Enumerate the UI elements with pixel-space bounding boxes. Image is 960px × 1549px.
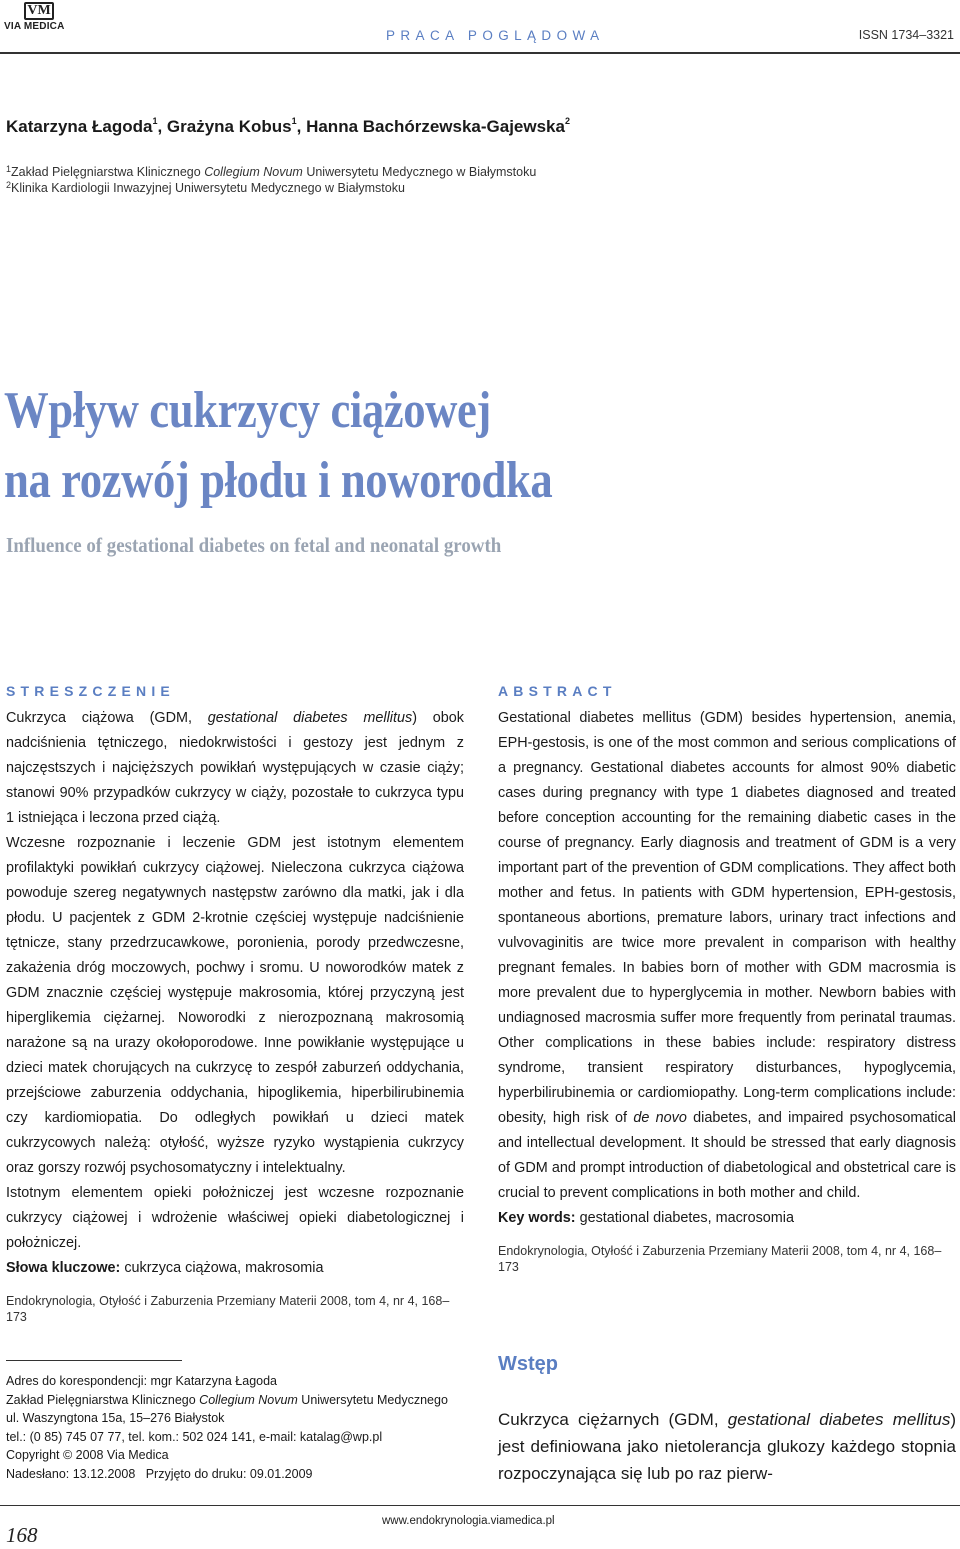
english-title: Influence of gestational diabetes on fetal and neonatal growth bbox=[6, 533, 502, 557]
author-name: Grażyna Kobus bbox=[166, 117, 292, 136]
correspondence-line: Adres do korespondencji: mgr Katarzyna Łagoda bbox=[6, 1374, 277, 1388]
title-line-2: na rozwój płodu i noworodka bbox=[4, 452, 553, 509]
intro-paragraph: Cukrzyca ciężarnych (GDM, gestational diabetes mellitus) jest definiowana jako nietolerancja glukozy każdego stopnia rozpoczynająca się lub po raz pierw- bbox=[498, 1410, 956, 1483]
author-list bbox=[6, 117, 570, 137]
issn: ISSN 1734–3321 bbox=[858, 28, 954, 42]
affiliation-text: Klinika Kardiologii Inwazyjnej Uniwersytetu Medycznego w Białymstoku bbox=[11, 181, 405, 195]
correspondence-contact: tel.: (0 85) 745 07 77, tel. kom.: 502 024 141, e-mail: katalag@wp.pl bbox=[6, 1429, 383, 1444]
vm-logo-icon: VM bbox=[24, 2, 54, 20]
author-name: Hanna Bachórzewska-Gajewska bbox=[306, 117, 565, 136]
affiliation-text: Zakład Pielęgniarstwa Klinicznego bbox=[11, 165, 205, 179]
correspondence-block bbox=[6, 1372, 448, 1483]
intro-heading: Wstęp bbox=[498, 1353, 558, 1375]
streszczenie-heading: STRESZCZENIE bbox=[6, 683, 175, 699]
page-number: 168 bbox=[6, 1523, 38, 1547]
copyright: Copyright © 2008 Via Medica bbox=[6, 1448, 169, 1462]
publisher-logo bbox=[4, 2, 72, 36]
affiliation-mark: 2 bbox=[6, 180, 12, 190]
author-name: Katarzyna Łagoda bbox=[6, 117, 153, 136]
author-separator: , bbox=[157, 117, 167, 136]
author-affiliation-mark: 1 bbox=[152, 116, 158, 126]
header-divider bbox=[0, 52, 960, 54]
abstract-paragraph: Gestational diabetes mellitus (GDM) besides hypertension, anemia, EPH-gestosis, is one of the most common and serious complications of a pregnancy. Gestational diabetes accounts for almost 90% diabetic cases during pregnancy with type 1 diabetes diagnosed and treated before conception accounting for the remaining diabetic cases in the course of pregnancy. Early diagnosis and treatment of GDM is a very important part of the prevention of GDM complications. They affect both mother and fetus. In patients with GDM hypertension, EPH-gestosis, spontaneous abortions, premature labors, urinary tract infections and vulvovaginitis are twice more prevalent in comparison with healthy pregnant females. In babies born of mother with GDM macrosmia is more prevalent due to hyperglycemia in mother. Newborn babies with undiagnosed macrosmia suffer more frequently from perinatal traumas. Other complications in these babies include: respiratory distress syndrome, transient respiratory disturbances, hypoglycemia, hyperbilirubinemia or cardiomiopathy. Long-term complications include: obesity, high risk of de novo diabetes, and impaired psychosomatical and intellectual development. It should be stressed that early diagnosis of GDM and prompt introduction of diabetological and obstetrical care is crucial to prevent complications in both mother and child. bbox=[498, 710, 956, 1201]
affiliation-1 bbox=[6, 165, 536, 179]
streszczenie-paragraph-2: Wczesne rozpoznanie i leczenie GDM jest istotnym elementem profilaktyki powikłań cukrzycy ciążowej. Nieleczona cukrzyca ciążowa powoduje szereg negatywnych następstw zarówno dla matki, jak i dla płodu. U pacjentek z GDM 2-krotnie częściej występuje nadciśnienie tętnicze, stany przedrzucawkowe, poronienia, porody przedwczesne, zakażenia dróg moczowych, pochwy i sromu. U noworodków matek z GDM znacznie częściej występuje makrosomia, której przyczyną jest hiperglikemia ciężarnej. Noworodki z nierozpoznaną makrosomią narażone są na urazy okołoporodowe. Inne powikłanie występujące u dzieci matek chorujących na cukrzycę to zespół zaburzeń oddychania, przejściowe zaburzenia oddychania, hipoglikemia, hiperbilirubinemia czy kardiomiopatia. Do odległych powikłań u dzieci matek cukrzycowych należą: otyłość, wyższe ryzyko wystąpienia cukrzycy oraz gorszy rozwój psychosomatyczny i intelektualny. bbox=[6, 835, 464, 1176]
abstract-column bbox=[498, 682, 956, 1275]
correspondence-line: Zakład Pielęgniarstwa Klinicznego Collegium Novum Uniwersytetu Medycznego bbox=[6, 1392, 448, 1407]
correspondence-line: ul. Waszyngtona 15a, 15–276 Białystok bbox=[6, 1411, 225, 1425]
logo-text: VIA MEDICA bbox=[4, 21, 65, 32]
abstract-keywords: Key words: gestational diabetes, macrosomia bbox=[498, 1210, 794, 1226]
correspondence-divider bbox=[6, 1360, 182, 1361]
streszczenie-citation: Endokrynologia, Otyłość i Zaburzenia Przemiany Materii 2008, tom 4, nr 4, 168–173 bbox=[6, 1294, 450, 1324]
journal-url[interactable]: www.endokrynologia.viamedica.pl bbox=[382, 1515, 555, 1527]
author-affiliation-mark: 1 bbox=[291, 116, 297, 126]
abstract-citation: Endokrynologia, Otyłość i Zaburzenia Przemiany Materii 2008, tom 4, nr 4, 168–173 bbox=[498, 1244, 942, 1274]
streszczenie-keywords: Słowa kluczowe: cukrzyca ciążowa, makrosomia bbox=[6, 1260, 324, 1276]
author-separator: , bbox=[296, 117, 307, 136]
article-title bbox=[4, 376, 552, 516]
streszczenie-paragraph-1: Cukrzyca ciążowa (GDM, gestational diabetes mellitus) obok nadciśnienia tętniczego, niedokrwistości i gestozy jest jednym z najczęstszych i najcięższych powikłań występujących w czasie ciąży; stanowi 90% przypadków cukrzycy w ciąży, pozostałe to cukrzyca typu 1 istniejąca i leczona przed ciążą. bbox=[6, 710, 464, 826]
streszczenie-paragraph-3: Istotnym elementem opieki położniczej jest wczesne rozpoznanie cukrzycy ciążowej i wdrożenie właściwej opieki diabetologicznej i położniczej. bbox=[6, 1185, 464, 1251]
section-label: PRACA POGLĄDOWA bbox=[386, 28, 605, 43]
affiliation-text: Uniwersytetu Medycznego w Białymstoku bbox=[302, 165, 537, 179]
abstract-heading: ABSTRACT bbox=[498, 683, 617, 699]
affiliation-2 bbox=[6, 181, 405, 195]
footer-divider bbox=[0, 1505, 960, 1506]
affiliation-mark: 1 bbox=[6, 164, 12, 174]
title-line-1: Wpływ cukrzycy ciążowej bbox=[4, 382, 491, 439]
affiliation-italic: Collegium Novum bbox=[204, 165, 303, 179]
author-affiliation-mark: 2 bbox=[564, 116, 570, 126]
submission-dates: Nadesłano: 13.12.2008 Przyjęto do druku: 09.01.2009 bbox=[6, 1466, 313, 1481]
streszczenie-column bbox=[6, 682, 464, 1325]
